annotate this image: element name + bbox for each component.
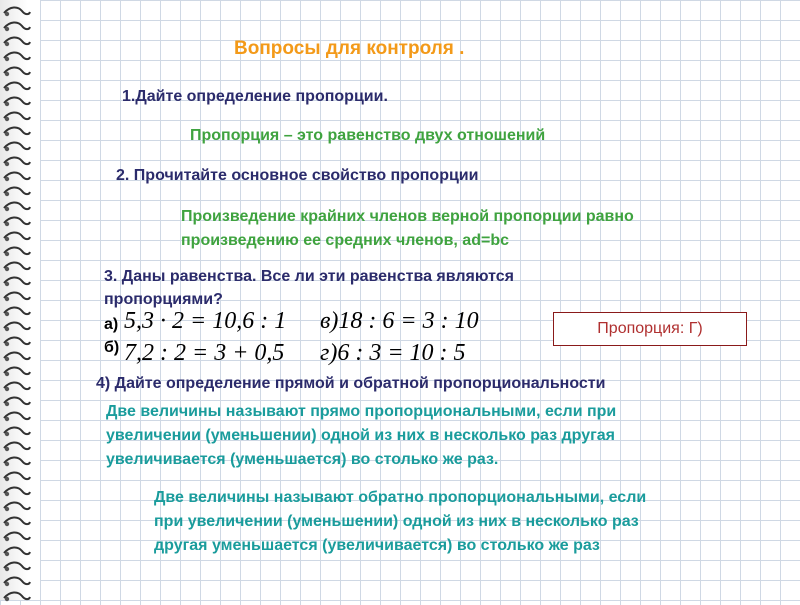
spiral-ring-icon: [2, 319, 32, 335]
spiral-ring-icon: [2, 559, 32, 575]
question-2: 2. Прочитайте основное свойство пропорции: [116, 167, 479, 184]
page-title: Вопросы для контроля .: [234, 38, 465, 59]
spiral-ring-icon: [2, 364, 32, 380]
spiral-ring-icon: [2, 304, 32, 320]
spiral-ring-icon: [2, 154, 32, 170]
spiral-ring-icon: [2, 454, 32, 470]
equation-b: 7,2 : 2 = 3 + 0,5: [124, 340, 285, 366]
answer-2-line-2: произведению ее средних членов, ad=bc: [181, 232, 509, 249]
spiral-ring-icon: [2, 394, 32, 410]
spiral-ring-icon: [2, 379, 32, 395]
answer-3-box: Пропорция: Г): [553, 312, 747, 346]
spiral-ring-icon: [2, 484, 32, 500]
equation-a: 5,3 · 2 = 10,6 : 1: [124, 308, 287, 334]
answer-4-inverse: [154, 486, 646, 558]
answer-4-direct-line: увеличении (уменьшении) одной из них в несколько раз другая: [106, 427, 615, 444]
answer-4-inverse-line: Две величины называют обратно пропорциональными, если: [154, 489, 647, 506]
spiral-ring-icon: [2, 274, 32, 290]
equation-g: г)6 : 3 = 10 : 5: [320, 340, 466, 366]
spiral-ring-icon: [2, 139, 32, 155]
spiral-ring-icon: [2, 514, 32, 530]
question-3-line-2: пропорциями?: [104, 291, 223, 308]
spiral-ring-icon: [2, 169, 32, 185]
spiral-ring-icon: [2, 109, 32, 125]
spiral-ring-icon: [2, 4, 32, 20]
spiral-ring-icon: [2, 409, 32, 425]
answer-4-inverse-line: при увеличении (уменьшении) одной из них в несколько раз: [154, 513, 639, 530]
equation-v: в)18 : 6 = 3 : 10: [320, 308, 479, 334]
answer-4-direct-line: увеличивается (уменьшается) во столько же раз.: [106, 451, 499, 468]
spiral-ring-icon: [2, 19, 32, 35]
spiral-ring-icon: [2, 499, 32, 515]
question-4: 4) Дайте определение прямой и обратной пропорциональности: [96, 375, 606, 392]
spiral-ring-icon: [2, 34, 32, 50]
spiral-ring-icon: [2, 334, 32, 350]
spiral-ring-icon: [2, 529, 32, 545]
spiral-ring-icon: [2, 589, 32, 605]
spiral-ring-icon: [2, 199, 32, 215]
answer-2-line-1: Произведение крайних членов верной пропорции равно: [181, 208, 634, 225]
notebook-spiral-binding: [0, 0, 40, 600]
spiral-ring-icon: [2, 469, 32, 485]
spiral-ring-icon: [2, 289, 32, 305]
label-a: а): [104, 316, 119, 333]
spiral-ring-icon: [2, 244, 32, 260]
spiral-ring-icon: [2, 259, 32, 275]
spiral-ring-icon: [2, 229, 32, 245]
spiral-ring-icon: [2, 424, 32, 440]
answer-4-inverse-line: другая уменьшается (увеличивается) во столько же раз: [154, 537, 600, 554]
spiral-ring-icon: [2, 439, 32, 455]
answer-1: Пропорция – это равенство двух отношений: [190, 127, 546, 144]
question-3-line-1: 3. Даны равенства. Все ли эти равенства являются: [104, 268, 514, 285]
spiral-ring-icon: [2, 184, 32, 200]
spiral-ring-icon: [2, 124, 32, 140]
spiral-ring-icon: [2, 349, 32, 365]
spiral-ring-icon: [2, 79, 32, 95]
spiral-ring-icon: [2, 574, 32, 590]
spiral-ring-icon: [2, 64, 32, 80]
spiral-ring-icon: [2, 49, 32, 65]
spiral-ring-icon: [2, 544, 32, 560]
answer-4-direct-line: Две величины называют прямо пропорциональными, если при: [106, 403, 617, 420]
spiral-ring-icon: [2, 94, 32, 110]
answer-4-direct: [106, 400, 616, 472]
spiral-ring-icon: [2, 214, 32, 230]
label-b: б): [104, 339, 120, 356]
question-1: 1.Дайте определение пропорции.: [122, 88, 388, 105]
